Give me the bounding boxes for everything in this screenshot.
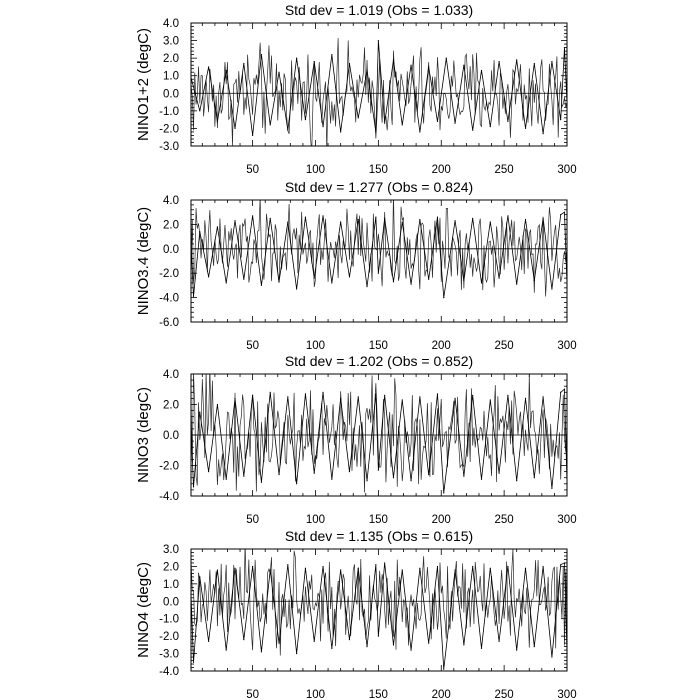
data-point <box>322 392 323 393</box>
data-point <box>393 477 394 478</box>
data-point <box>443 669 444 670</box>
data-point <box>305 119 306 120</box>
y-tick-label: 4.0 <box>163 18 179 30</box>
y-tick-label: 1.0 <box>163 70 179 83</box>
data-point <box>252 566 253 567</box>
data-point <box>428 66 429 67</box>
data-point <box>375 216 376 217</box>
data-point <box>560 392 561 393</box>
data-point <box>472 566 473 567</box>
data-point <box>261 651 262 652</box>
series-line <box>191 212 567 297</box>
data-point <box>340 398 341 399</box>
data-point <box>287 130 288 131</box>
data-point <box>208 276 209 277</box>
data-point <box>472 130 473 131</box>
data-point <box>410 649 411 650</box>
x-tick-label: 50 <box>246 164 260 176</box>
y-tick-label: 2.0 <box>163 53 179 66</box>
data-point <box>402 399 403 400</box>
data-point <box>481 70 482 71</box>
data-point <box>349 639 350 640</box>
chart-title: Std dev = 1.135 (Obs = 0.615) <box>284 528 474 544</box>
x-tick-label: 300 <box>557 164 577 176</box>
y-axis-label: NINO3 (degC) <box>135 387 152 483</box>
data-point <box>208 471 209 472</box>
data-point <box>378 469 379 470</box>
data-point <box>560 214 561 215</box>
y-tick-label: -1.0 <box>159 613 179 626</box>
data-point <box>463 280 464 281</box>
data-point <box>543 133 544 134</box>
y-tick-label: -2.0 <box>159 268 179 281</box>
x-tick-label: 50 <box>246 340 260 352</box>
data-point <box>217 404 218 405</box>
data-point <box>393 281 394 282</box>
data-point <box>234 568 235 569</box>
x-tick-label: 300 <box>557 340 577 352</box>
data-point <box>217 226 218 227</box>
data-point <box>358 117 359 118</box>
y-tick-label: -4.0 <box>159 491 179 503</box>
data-point <box>564 389 565 390</box>
chart-panel <box>135 528 577 700</box>
data-point <box>534 477 535 478</box>
data-point <box>349 276 350 277</box>
data-point <box>551 488 552 489</box>
data-point <box>560 119 561 120</box>
data-point <box>402 221 403 222</box>
data-point <box>481 479 482 480</box>
data-point <box>384 562 385 563</box>
x-tick-label: 50 <box>246 514 260 526</box>
data-point <box>226 70 227 71</box>
data-point <box>193 662 194 663</box>
y-tick-label: -3.0 <box>159 141 179 153</box>
data-point <box>331 479 332 480</box>
data-point <box>349 471 350 472</box>
data-point <box>199 576 200 577</box>
data-point <box>543 566 544 567</box>
data-point <box>358 219 359 220</box>
data-point <box>564 212 565 213</box>
data-point <box>437 216 438 217</box>
data-point <box>384 123 385 124</box>
data-point <box>534 280 535 281</box>
data-point <box>543 396 544 397</box>
data-point <box>378 636 379 637</box>
data-point <box>490 126 491 127</box>
y-tick-label: 3.0 <box>163 35 179 48</box>
data-point <box>525 398 526 399</box>
y-tick-label: 3.0 <box>163 544 179 556</box>
y-tick-label: 0.0 <box>163 596 179 609</box>
data-point <box>534 646 535 647</box>
x-tick-label: 100 <box>305 164 326 176</box>
data-point <box>534 63 535 64</box>
data-point <box>463 644 464 645</box>
data-point <box>193 486 194 487</box>
data-point <box>410 65 411 66</box>
data-point <box>428 474 429 475</box>
chart-panel <box>135 179 577 352</box>
data-point <box>498 473 499 474</box>
data-point <box>454 569 455 570</box>
y-axis-label: NINO4 (degC) <box>135 562 152 658</box>
data-point <box>525 568 526 569</box>
data-point <box>270 218 271 219</box>
x-tick-label: 300 <box>557 689 577 700</box>
data-point <box>419 568 420 569</box>
data-point <box>507 566 508 567</box>
data-point <box>437 566 438 567</box>
chart-title: Std dev = 1.277 (Obs = 0.824) <box>284 179 474 195</box>
data-point <box>243 639 244 640</box>
data-point <box>226 479 227 480</box>
data-point <box>366 286 367 287</box>
data-point <box>375 393 376 394</box>
data-point <box>551 288 552 289</box>
data-point <box>454 398 455 399</box>
data-point <box>314 641 315 642</box>
y-tick-label: -6.0 <box>159 317 179 329</box>
data-point <box>296 58 297 59</box>
data-point <box>498 277 499 278</box>
x-tick-label: 200 <box>431 164 451 176</box>
data-point <box>516 480 517 481</box>
x-tick-label: 50 <box>246 689 260 700</box>
data-point <box>199 412 200 413</box>
data-point <box>314 61 315 62</box>
data-point <box>551 61 552 62</box>
x-tick-label: 250 <box>494 689 514 700</box>
data-point <box>340 131 341 132</box>
data-point <box>252 395 253 396</box>
data-point <box>481 648 482 649</box>
data-point <box>498 641 499 642</box>
y-tick-label: -1.0 <box>159 105 179 118</box>
chart-title: Std dev = 1.019 (Obs = 1.033) <box>284 2 474 18</box>
x-tick-label: 150 <box>368 340 388 352</box>
y-tick-label: -4.0 <box>159 292 179 305</box>
data-point <box>498 61 499 62</box>
data-point <box>270 124 271 125</box>
data-point <box>208 66 209 67</box>
x-tick-label: 250 <box>494 164 514 176</box>
data-point <box>217 121 218 122</box>
y-tick-label: 2.0 <box>163 219 179 232</box>
data-point <box>252 215 253 216</box>
data-point <box>516 284 517 285</box>
data-point <box>261 482 262 483</box>
data-point <box>472 218 473 219</box>
data-point <box>278 72 279 73</box>
data-point <box>393 644 394 645</box>
chart-title: Std dev = 1.202 (Obs = 0.852) <box>284 353 474 369</box>
x-tick-label: 150 <box>368 164 388 176</box>
x-tick-label: 200 <box>431 514 451 526</box>
data-point <box>340 569 341 570</box>
data-point <box>384 218 385 219</box>
data-point <box>437 393 438 394</box>
data-point <box>525 128 526 129</box>
data-point <box>261 285 262 286</box>
data-point <box>443 297 444 298</box>
data-point <box>331 648 332 649</box>
data-point <box>525 219 526 220</box>
y-tick-label: 2.0 <box>163 561 179 574</box>
data-point <box>193 296 194 297</box>
series-texture-line <box>191 38 567 154</box>
data-point <box>208 641 209 642</box>
y-axis-label: NINO1+2 (degC) <box>135 28 152 141</box>
data-point <box>366 480 367 481</box>
y-tick-label: -3.0 <box>159 648 179 661</box>
y-axis-label: NINO3.4 (degC) <box>135 206 152 316</box>
plot-frame <box>191 200 567 322</box>
x-tick-label: 100 <box>305 689 326 700</box>
data-point <box>226 282 227 283</box>
data-point <box>443 492 444 493</box>
data-point <box>375 131 376 132</box>
y-tick-label: 1.0 <box>163 578 179 591</box>
y-tick-label: 4.0 <box>163 195 179 207</box>
data-point <box>437 121 438 122</box>
data-point <box>454 220 455 221</box>
data-point <box>314 473 315 474</box>
y-tick-label: -2.0 <box>159 460 179 473</box>
data-point <box>349 63 350 64</box>
data-point <box>358 396 359 397</box>
data-point <box>243 63 244 64</box>
data-point <box>366 646 367 647</box>
data-point <box>331 282 332 283</box>
data-point <box>261 54 262 55</box>
data-point <box>252 135 253 136</box>
x-tick-label: 200 <box>431 340 451 352</box>
data-point <box>296 288 297 289</box>
data-point <box>278 643 279 644</box>
x-tick-label: 100 <box>305 340 326 352</box>
data-point <box>384 395 385 396</box>
data-point <box>199 110 200 111</box>
x-tick-label: 150 <box>368 689 388 700</box>
x-tick-label: 300 <box>557 514 577 526</box>
y-tick-label: 0.0 <box>163 88 179 101</box>
data-point <box>551 656 552 657</box>
data-point <box>410 480 411 481</box>
data-point <box>375 564 376 565</box>
y-tick-label: -4.0 <box>159 666 179 678</box>
data-point <box>516 59 517 60</box>
data-point <box>322 566 323 567</box>
series-texture-line <box>191 192 567 297</box>
data-point <box>472 395 473 396</box>
y-tick-label: 0.0 <box>163 243 179 256</box>
data-point <box>305 393 306 394</box>
data-point <box>446 58 447 59</box>
data-point <box>243 279 244 280</box>
data-point <box>402 569 403 570</box>
data-point <box>358 568 359 569</box>
data-point <box>234 398 235 399</box>
data-point <box>314 277 315 278</box>
data-point <box>560 564 561 565</box>
data-point <box>287 221 288 222</box>
data-point <box>490 221 491 222</box>
x-tick-label: 100 <box>305 514 326 526</box>
data-point <box>340 221 341 222</box>
data-point <box>463 65 464 66</box>
data-point <box>463 476 464 477</box>
data-point <box>507 121 508 122</box>
data-point <box>516 649 517 650</box>
data-point <box>378 273 379 274</box>
x-tick-label: 250 <box>494 340 514 352</box>
data-point <box>199 231 200 232</box>
y-tick-label: 2.0 <box>163 399 179 412</box>
data-point <box>217 569 218 570</box>
series-texture-line <box>191 541 567 656</box>
data-point <box>243 476 244 477</box>
data-point <box>481 282 482 283</box>
data-point <box>322 215 323 216</box>
data-point <box>322 126 323 127</box>
data-point <box>278 474 279 475</box>
data-point <box>428 279 429 280</box>
data-point <box>270 569 271 570</box>
x-tick-label: 250 <box>494 514 514 526</box>
y-tick-label: -2.0 <box>159 631 179 644</box>
data-point <box>419 219 420 220</box>
data-point <box>331 54 332 55</box>
y-tick-label: 4.0 <box>163 369 179 381</box>
data-point <box>296 653 297 654</box>
data-point <box>305 216 306 217</box>
data-point <box>507 395 508 396</box>
data-point <box>278 281 279 282</box>
data-point <box>402 124 403 125</box>
chart-panel <box>135 353 577 526</box>
data-point <box>305 568 306 569</box>
data-point <box>428 643 429 644</box>
data-point <box>270 392 271 393</box>
data-point <box>490 568 491 569</box>
x-tick-label: 150 <box>368 514 388 526</box>
x-tick-label: 200 <box>431 689 451 700</box>
data-point <box>366 70 367 71</box>
data-point <box>226 649 227 650</box>
data-point <box>507 215 508 216</box>
data-point <box>410 284 411 285</box>
data-point <box>287 396 288 397</box>
y-tick-label: -2.0 <box>159 123 179 136</box>
data-point <box>378 40 379 41</box>
data-point <box>419 131 420 132</box>
data-point <box>490 399 491 400</box>
data-point <box>234 220 235 221</box>
chart-panel <box>135 2 577 176</box>
data-point <box>234 128 235 129</box>
data-point <box>287 564 288 565</box>
data-point <box>393 59 394 60</box>
data-point <box>454 123 455 124</box>
series-texture-line <box>191 366 567 492</box>
data-point <box>419 396 420 397</box>
y-tick-label: 0.0 <box>163 430 179 442</box>
data-point <box>296 483 297 484</box>
data-point <box>543 218 544 219</box>
